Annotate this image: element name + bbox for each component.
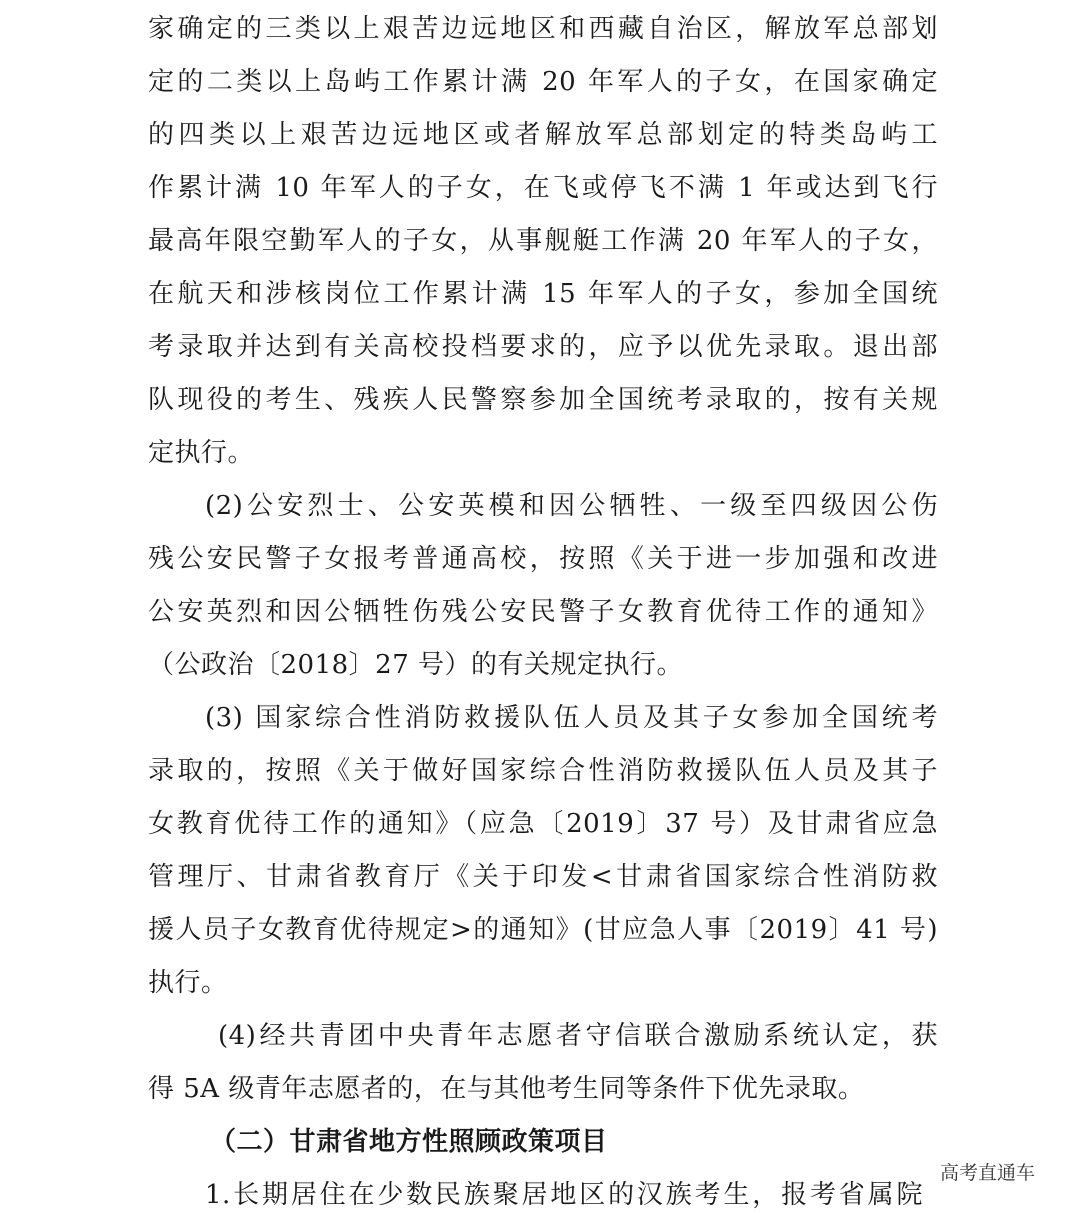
text-line: 管理厅、甘肃省教育厅《关于印发<甘肃省国家综合性消防救 [148,862,938,892]
text-line: (3) 国家综合性消防救援队伍人员及其子女参加全国统考 [205,703,938,733]
text-line: 得 5A 级青年志愿者的，在与其他考生同等条件下优先录取。 [148,1074,865,1104]
text-line: （公政治〔2018〕27 号）的有关规定执行。 [148,650,684,680]
text-line: 录取的，按照《关于做好国家综合性消防救援队伍人员及其子 [148,756,938,786]
text-line: (4)经共青团中央青年志愿者守信联合激励系统认定，获 [218,1021,938,1051]
text-line: 残公安民警子女报考普通高校，按照《关于进一步加强和改进 [148,544,938,574]
text-line: 女教育优待工作的通知》（应急〔2019〕37 号）及甘肃省应急 [148,809,938,839]
text-line: 援人员子女教育优待规定>的通知》(甘应急人事〔2019〕41 号) [148,915,938,945]
text-line: 定执行。 [148,438,255,468]
text-line: (2)公安烈士、公安英模和因公牺牲、一级至四级因公伤 [205,491,938,521]
section-heading: （二）甘肃省地方性照顾政策项目 [210,1127,608,1157]
text-line: 最高年限空勤军人的子女，从事舰艇工作满 20 年军人的子女， [148,226,938,256]
text-line: 执行。 [148,968,228,998]
text-line: 考录取并达到有关高校投档要求的，应予以优先录取。退出部 [148,332,938,362]
watermark-label: 高考直通车 [940,1162,1036,1184]
text-line: 在航天和涉核岗位工作累计满 15 年军人的子女，参加全国统 [148,279,938,309]
text-line: 队现役的考生、残疾人民警察参加全国统考录取的，按有关规 [148,385,938,415]
text-line: 的四类以上艰苦边远地区或者解放军总部划定的特类岛屿工 [148,120,938,150]
text-line: 定的二类以上岛屿工作累计满 20 年军人的子女，在国家确定 [148,67,938,97]
text-line: 公安英烈和因公牺牲伤残公安民警子女教育优待工作的通知》 [148,597,938,627]
text-line: 作累计满 10 年军人的子女，在飞或停飞不满 1 年或达到飞行 [148,173,938,203]
text-line: 家确定的三类以上艰苦边远地区和西藏自治区，解放军总部划 [148,14,938,44]
text-line: 1.长期居住在少数民族聚居地区的汉族考生，报考省属院 [205,1180,923,1210]
